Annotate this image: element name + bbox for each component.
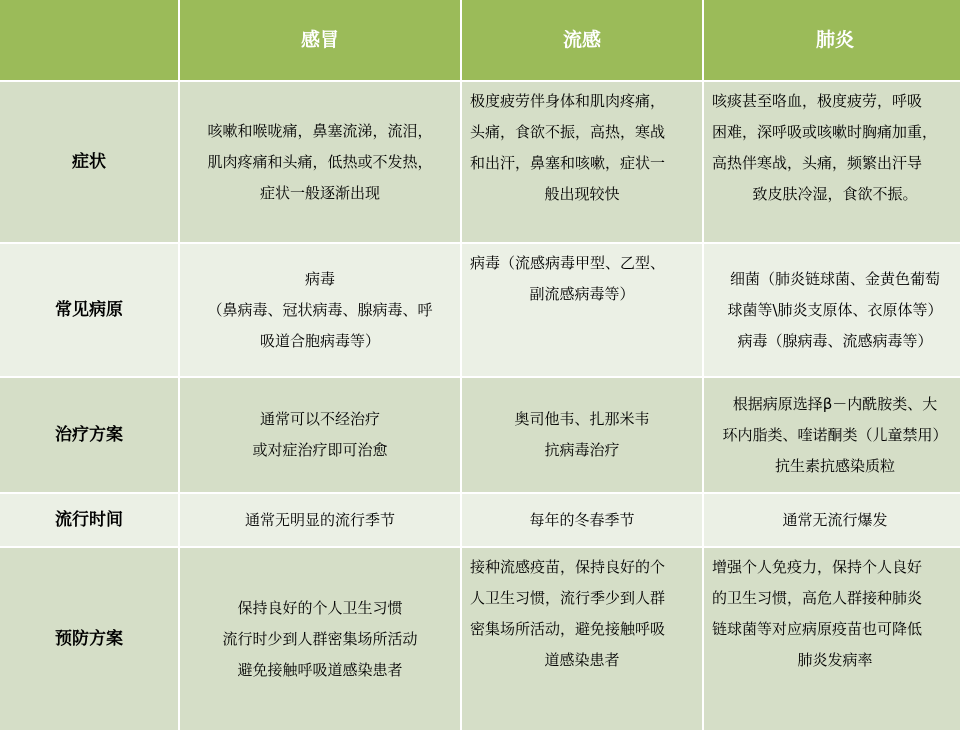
row-label-pathogens: 常见病原: [0, 244, 178, 376]
text-line: 致皮肤冷湿，食欲不振。: [752, 185, 918, 203]
text-line: 密集场所活动，避免接触呼吸: [470, 620, 666, 638]
text-line: 肌肉疼痛和头痛，低热或不发热，: [207, 152, 433, 171]
text-line: 般出现较快: [544, 185, 620, 203]
cell-pathogens-pneumonia: [704, 244, 960, 376]
cell-symptoms-cold: [180, 82, 460, 242]
cell-treatment-cold: [180, 378, 460, 492]
text-line: 和出汗，鼻塞和咳嗽，症状一: [470, 154, 666, 172]
text-line: 奥司他韦、扎那米韦: [514, 410, 650, 428]
cell-treatment-flu: [462, 378, 702, 492]
text-line: 保持良好的个人卫生习惯: [237, 598, 403, 617]
text-line: 副流感病毒等）: [529, 285, 635, 303]
text-line: 极度疲劳伴身体和肌肉疼痛，: [470, 92, 666, 110]
header-pneumonia: 肺炎: [704, 0, 960, 80]
text-line: 链球菌等对应病原疫苗也可降低: [712, 620, 923, 638]
cell-prevention-pneumonia: [704, 548, 960, 730]
text-line: 接种流感疫苗，保持良好的个: [470, 558, 666, 576]
text-line: 咳痰甚至咯血，极度疲劳，呼吸: [712, 92, 923, 110]
text-line: 咳嗽和喉咙痛，鼻塞流涕，流泪，: [207, 121, 433, 140]
text-line: 困难，深呼吸或咳嗽时胸痛加重，: [712, 123, 938, 141]
row-label-treatment: 治疗方案: [0, 378, 178, 492]
cell-symptoms-pneumonia: [704, 82, 960, 242]
header-cold: 感冒: [180, 0, 460, 80]
text-line: 吸道合胞病毒等）: [259, 331, 380, 350]
text-line: 避免接触呼吸道感染患者: [237, 660, 403, 679]
row-label-prevention: 预防方案: [0, 548, 178, 730]
text-line: 通常无流行爆发: [782, 510, 888, 529]
text-line: 病毒（流感病毒甲型、乙型、: [470, 254, 666, 272]
text-line: 肺炎发病率: [797, 651, 873, 669]
header-flu: 流感: [462, 0, 702, 80]
cell-prevention-flu: [462, 548, 702, 730]
text-line: 每年的冬春季节: [529, 510, 635, 529]
cell-pathogens-flu: [462, 244, 702, 376]
text-line: 或对症治疗即可治愈: [252, 441, 388, 459]
cell-pathogens-cold: [180, 244, 460, 376]
text-line: 头痛，食欲不振，高热，寒战: [470, 123, 666, 141]
text-line: 抗生素抗感染质粒: [774, 456, 895, 475]
text-line: 根据病原选择β－内酰胺类、大: [732, 394, 938, 413]
row-label-symptoms: 症状: [0, 82, 178, 242]
text-line: 道感染患者: [544, 651, 620, 669]
text-line: 人卫生习惯，流行季少到人群: [470, 589, 666, 607]
text-line: 抗病毒治疗: [544, 441, 620, 459]
text-line: 病毒（腺病毒、流感病毒等）: [737, 331, 933, 350]
header-corner: [0, 0, 178, 80]
cell-season-flu: [462, 494, 702, 546]
cell-treatment-pneumonia: [704, 378, 960, 492]
text-line: 通常无明显的流行季节: [244, 510, 395, 529]
text-line: 病毒: [304, 269, 335, 288]
text-line: 高热伴寒战，头痛，频繁出汗导: [712, 154, 923, 172]
cell-season-cold: [180, 494, 460, 546]
text-line: （鼻病毒、冠状病毒、腺病毒、呼: [207, 300, 433, 319]
text-line: 球菌等\肺炎支原体、衣原体等）: [727, 300, 943, 319]
cell-prevention-cold: [180, 548, 460, 730]
text-line: 的卫生习惯，高危人群接种肺炎: [712, 589, 923, 607]
text-line: 症状一般逐渐出现: [259, 183, 380, 202]
text-line: 环内脂类、喹诺酮类（儿童禁用）: [722, 425, 948, 444]
text-line: 增强个人免疫力，保持个人良好: [712, 558, 923, 576]
text-line: 细菌（肺炎链球菌、金黄色葡萄: [729, 269, 940, 288]
row-label-season: 流行时间: [0, 494, 178, 546]
text-line: 流行时少到人群密集场所活动: [222, 629, 418, 648]
cell-season-pneumonia: [704, 494, 960, 546]
text-line: 通常可以不经治疗: [259, 410, 380, 428]
cell-symptoms-flu: [462, 82, 702, 242]
